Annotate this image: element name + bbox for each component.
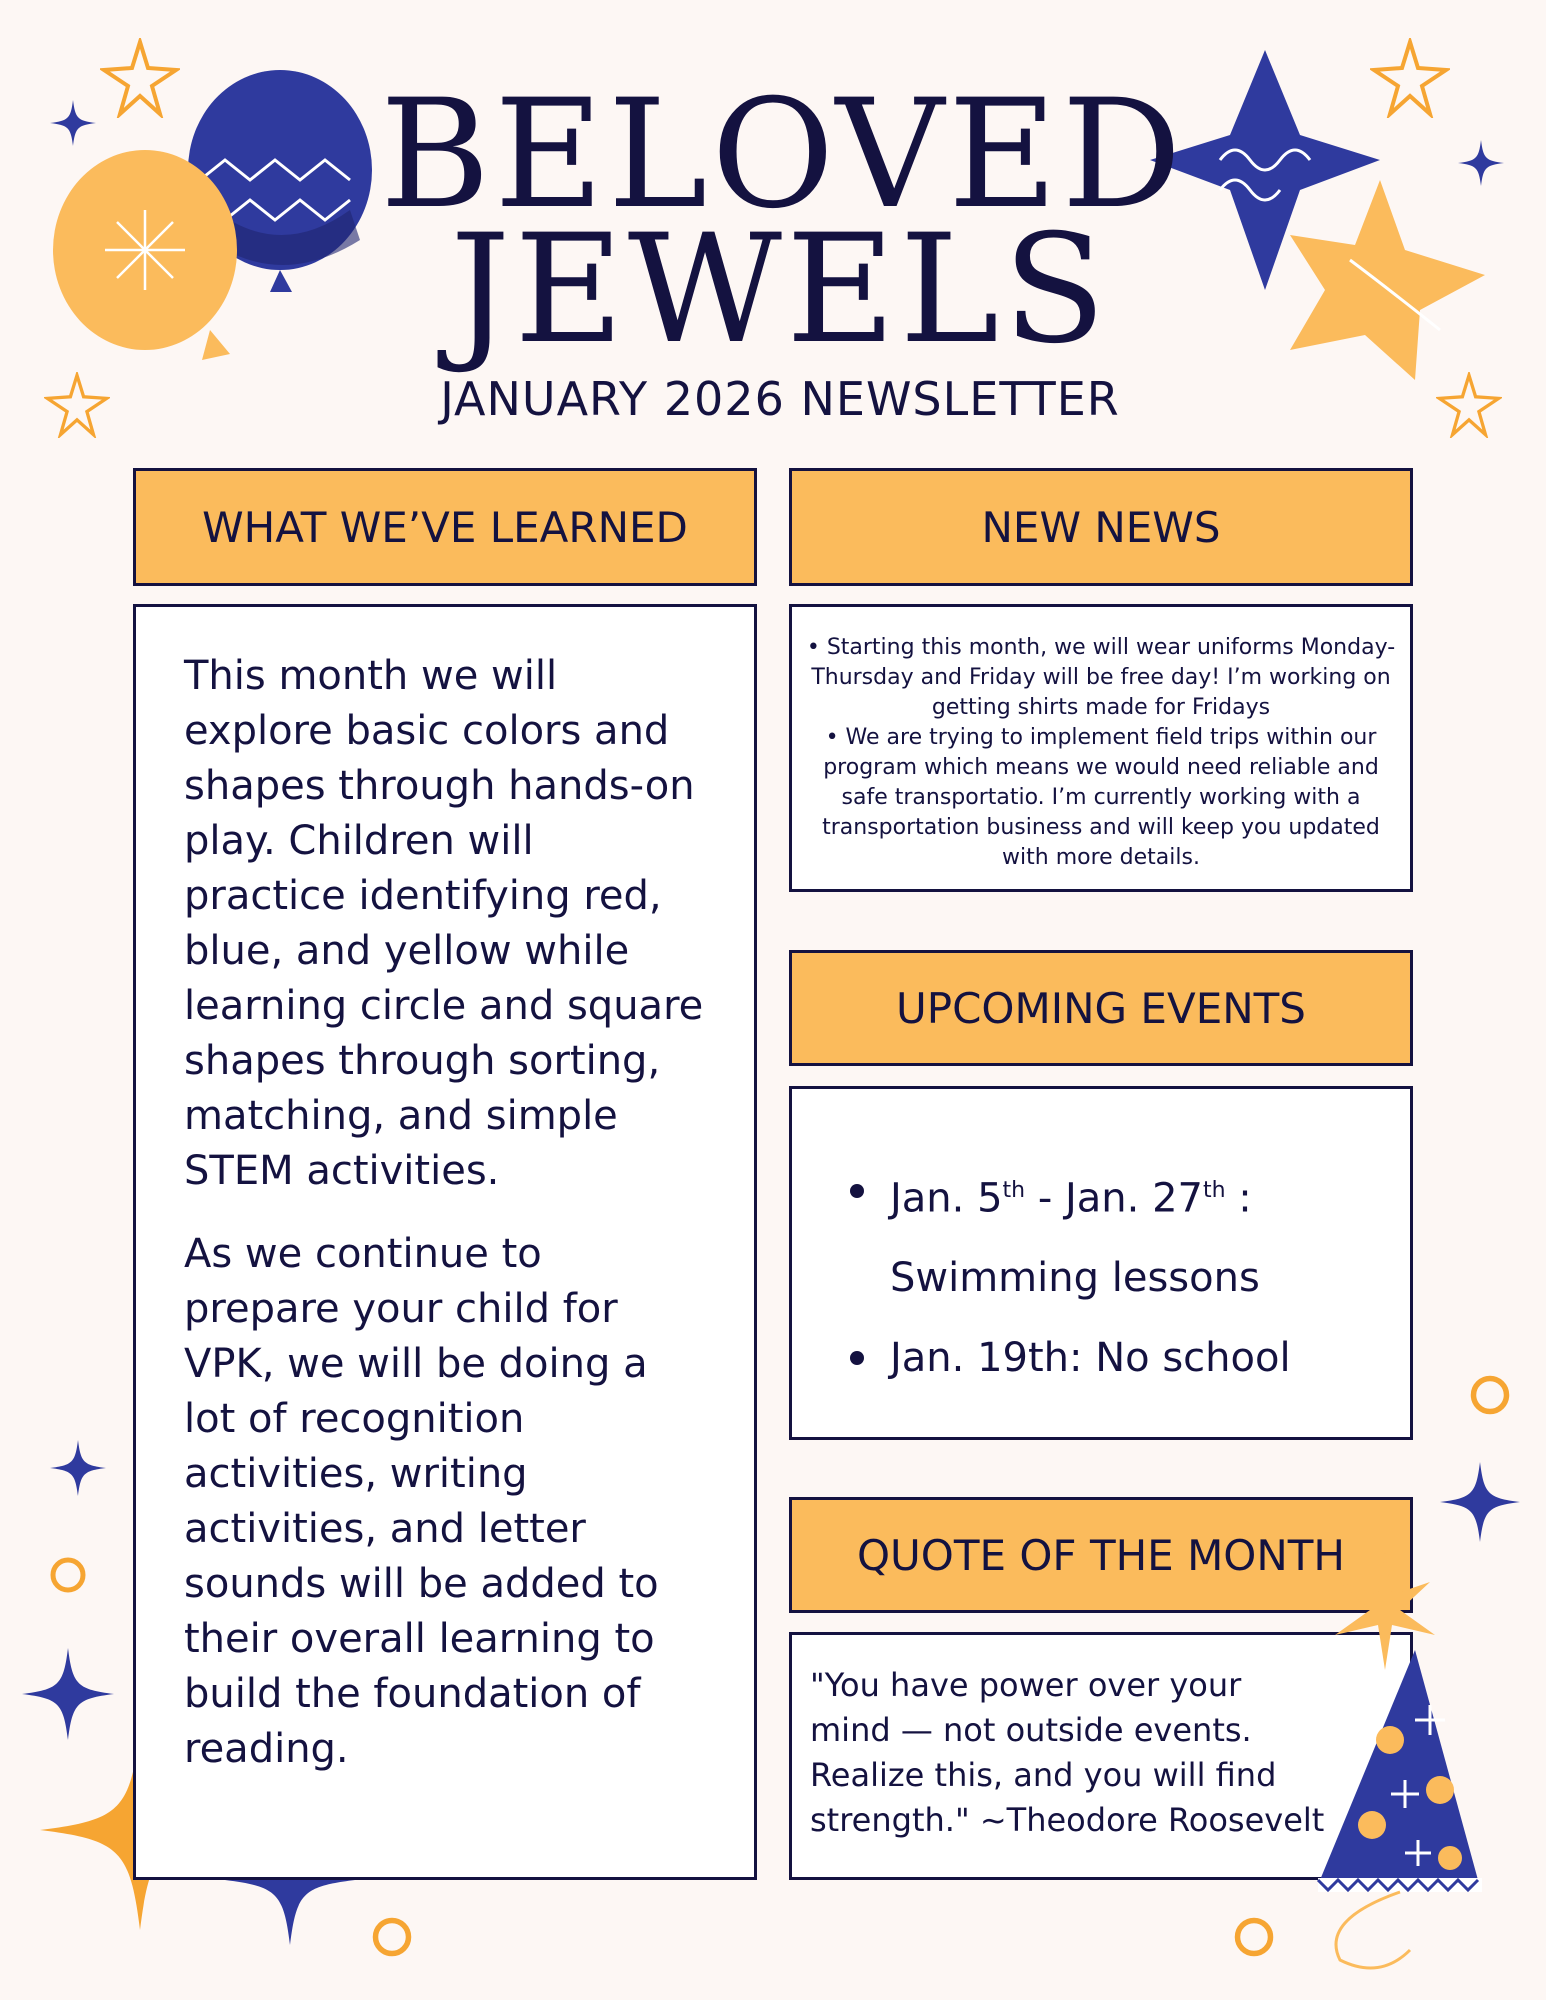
learned-heading-text: WHAT WE’VE LEARNED bbox=[202, 502, 688, 552]
circle-icon bbox=[1468, 1373, 1512, 1417]
sparkle-icon bbox=[1370, 38, 1450, 118]
sparkle-icon bbox=[22, 1648, 114, 1740]
news-item-1: • Starting this month, we will wear uniforms Monday-Thursday and Friday will be free day! I’m working on getting shirts made for Fridays bbox=[806, 635, 1396, 720]
event-item-no-school bbox=[850, 1318, 1291, 1398]
news-heading bbox=[789, 468, 1413, 586]
event-1-colon: : bbox=[1225, 1175, 1252, 1222]
gold-star-balloon-icon bbox=[1290, 180, 1485, 380]
news-box bbox=[789, 604, 1413, 892]
news-item-2: • We are trying to implement field trips within our program which means we would need reliable and safe transportatio. I’m currently working with a transportation business and will keep you updated with more details. bbox=[822, 725, 1380, 870]
learned-heading bbox=[133, 468, 757, 586]
gold-balloon-icon bbox=[53, 150, 237, 360]
sparkle-icon bbox=[1458, 140, 1504, 186]
news-text bbox=[806, 633, 1396, 873]
sparkle-icon bbox=[50, 100, 96, 146]
sparkle-icon bbox=[1440, 1462, 1520, 1542]
circle-icon bbox=[1232, 1915, 1276, 1959]
events-box bbox=[789, 1086, 1413, 1440]
events-heading bbox=[789, 950, 1413, 1066]
sparkle-icon bbox=[50, 1440, 106, 1496]
learned-text bbox=[184, 649, 704, 1805]
event-1-end: - Jan. 27 bbox=[1025, 1175, 1203, 1222]
event-1-start-suffix: th bbox=[1002, 1178, 1026, 1203]
newsletter-title-line2: JEWELS bbox=[450, 203, 1110, 377]
event-item-swimming bbox=[850, 1151, 1291, 1318]
sparkle-icon bbox=[44, 372, 110, 438]
event-1-end-suffix: th bbox=[1202, 1178, 1226, 1203]
newsletter-title-line1: BELOVED bbox=[380, 68, 1186, 242]
party-hat-icon bbox=[1300, 1540, 1500, 1980]
events-heading-text: UPCOMING EVENTS bbox=[896, 983, 1306, 1033]
quote-heading-text: QUOTE OF THE MONTH bbox=[856, 1530, 1346, 1580]
quote-text: "You have power over your mind — not outside events. Realize this, and you will find strength." ~Theodore Roosevelt bbox=[810, 1666, 1325, 1839]
circle-icon bbox=[48, 1555, 88, 1595]
sparkle-icon bbox=[100, 38, 180, 118]
learned-paragraph-1: This month we will explore basic colors and shapes through hands-on play. Children will practice identifying red, blue, and yellow while learning circle and square shapes through sorting, matching, and simple STEM activities. bbox=[184, 653, 704, 1194]
sparkle-icon bbox=[1436, 372, 1502, 438]
event-1-start: Jan. 5 bbox=[890, 1175, 1003, 1222]
learned-paragraph-2: As we continue to prepare your child for VPK, we will be doing a lot of recognition activities, writing activities, and letter sounds will be added to their overall learning to build the foundation of reading. bbox=[184, 1231, 659, 1772]
event-1-description: Swimming lessons bbox=[890, 1255, 1260, 1302]
news-heading-text: NEW NEWS bbox=[981, 502, 1221, 552]
circle-icon bbox=[370, 1915, 414, 1959]
events-list bbox=[850, 1151, 1291, 1398]
learned-box bbox=[133, 604, 757, 1880]
event-2-text: Jan. 19th: No school bbox=[890, 1335, 1291, 1382]
newsletter-subtitle: JANUARY 2026 NEWSLETTER bbox=[440, 372, 1120, 426]
